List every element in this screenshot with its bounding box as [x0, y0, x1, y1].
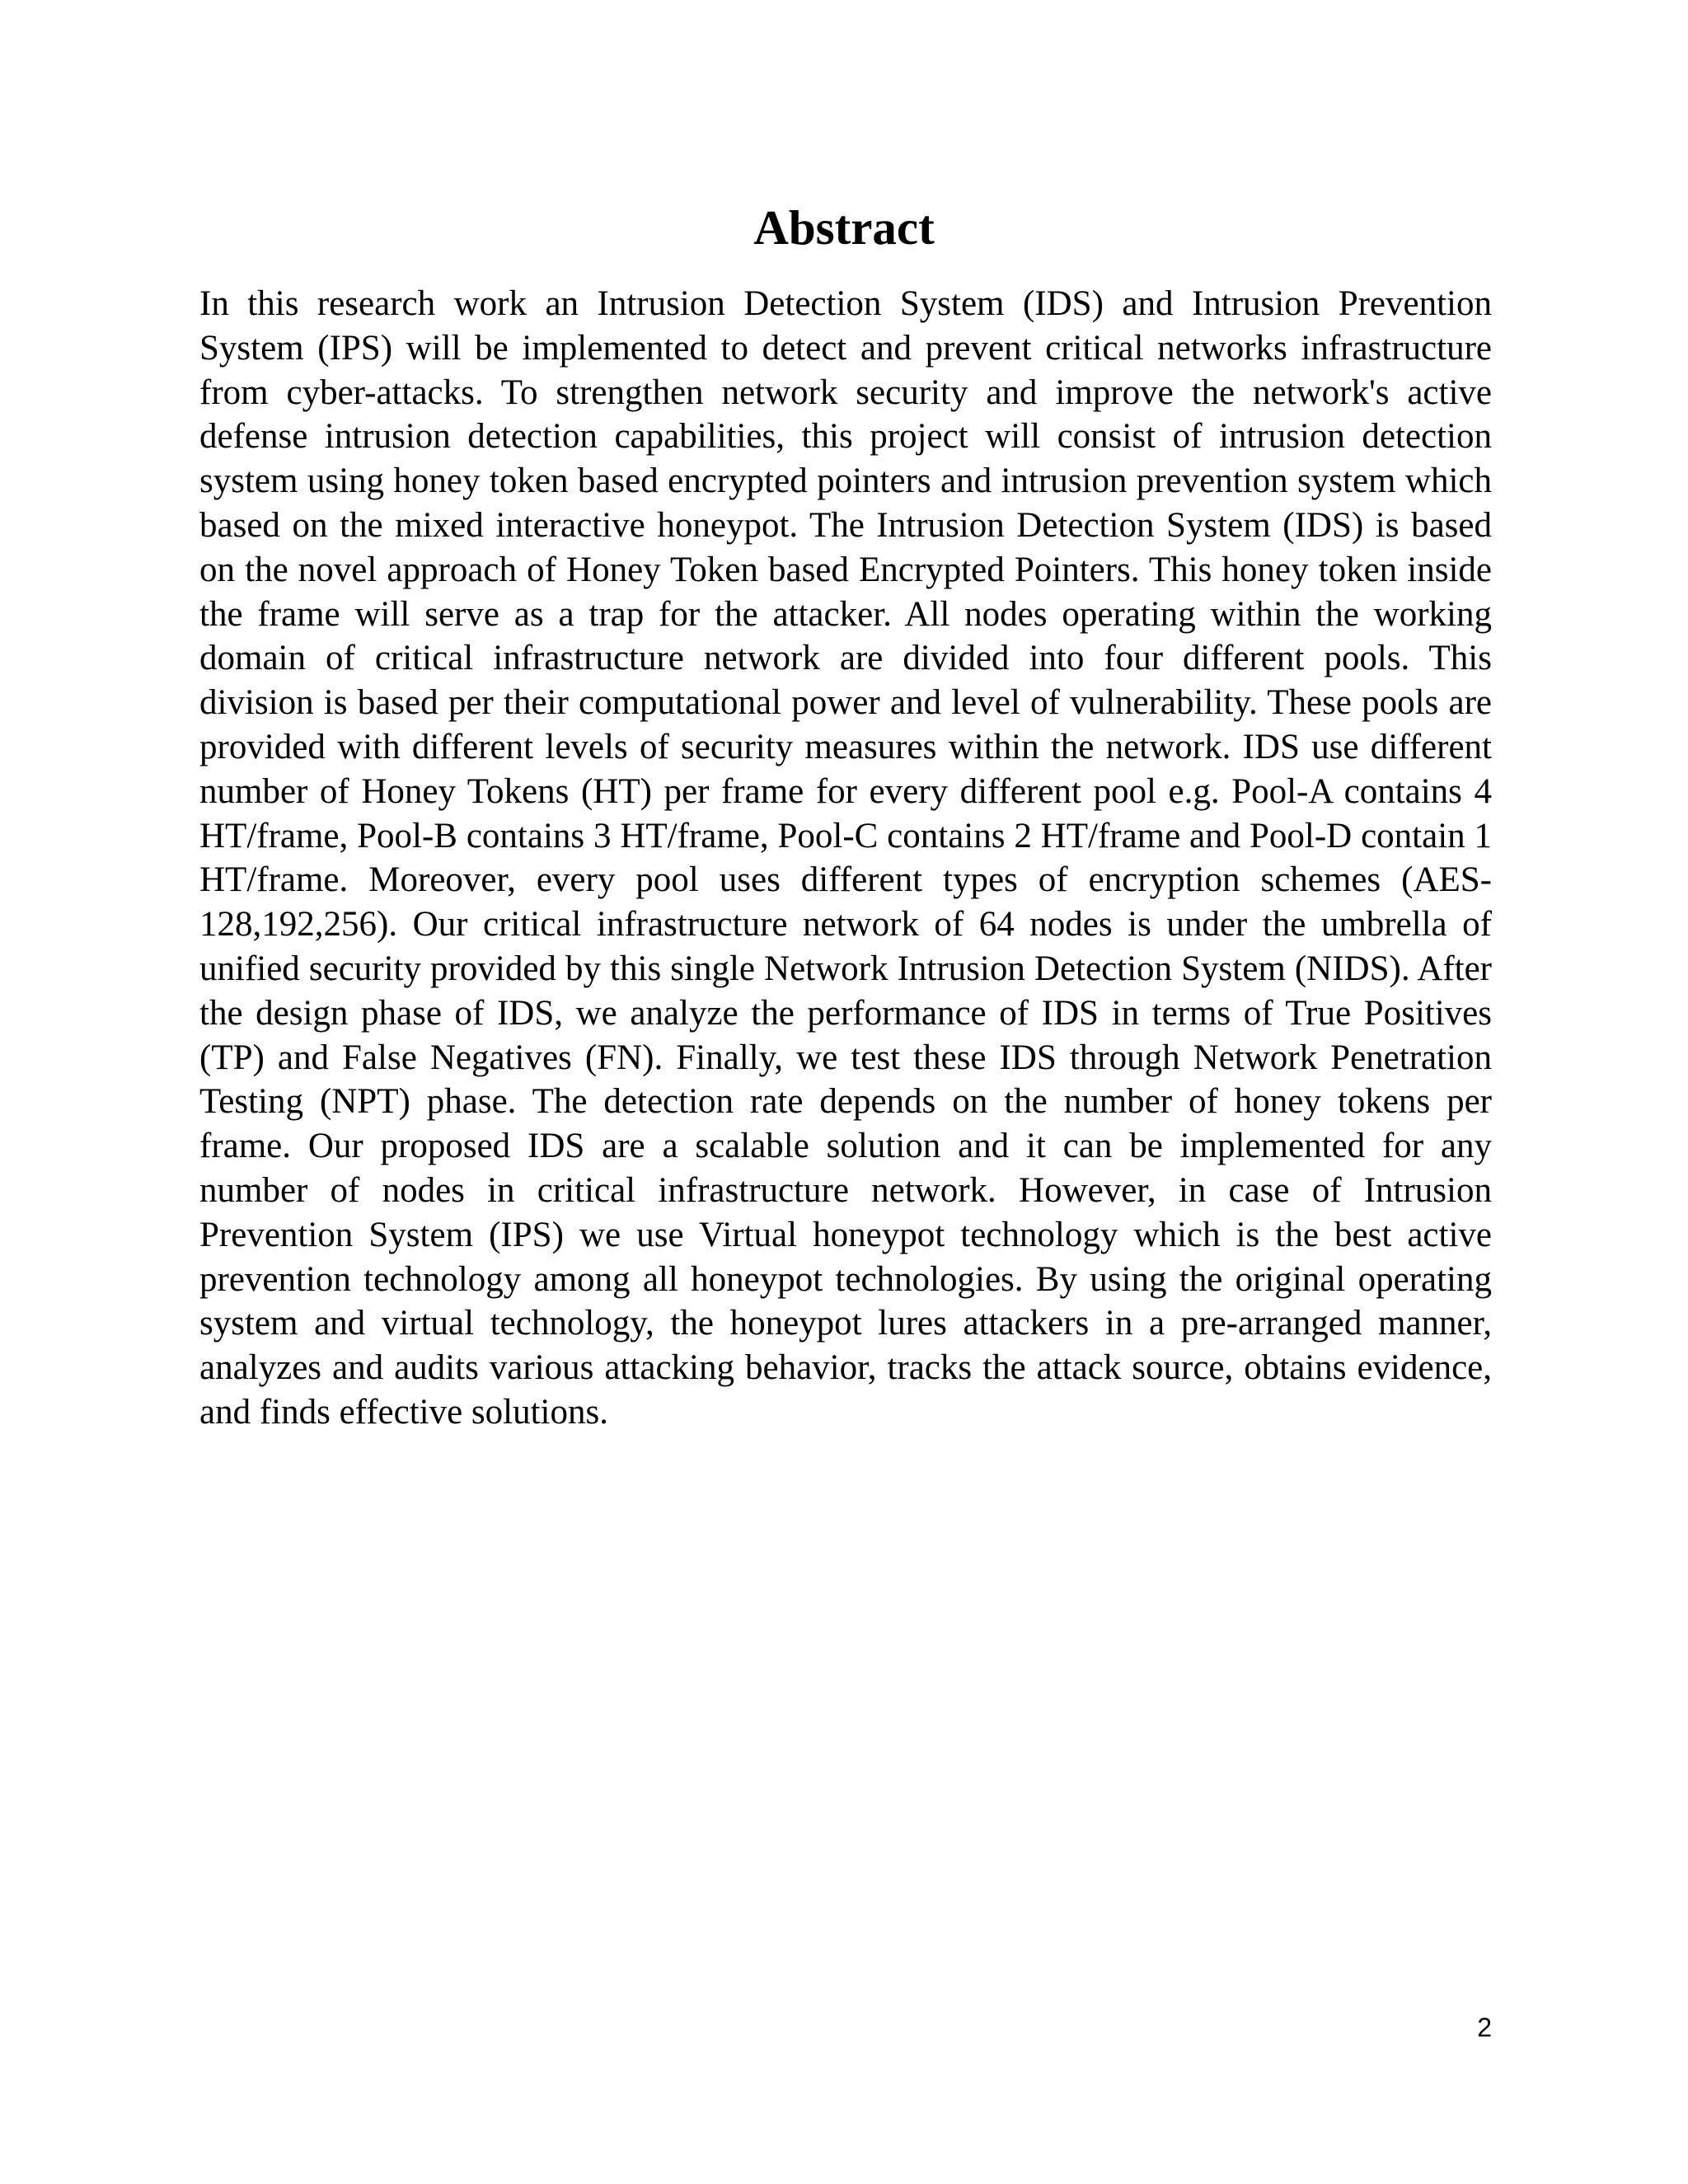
abstract-heading: Abstract	[753, 200, 935, 255]
abstract-body-text: In this research work an Intrusion Detection System (IDS) and Intrusion Prevention System (IPS) will be implemented to detect and prevent critical networks infrastructure from cyber-attacks. To strengthen network security and improve the network's active defense intrusion detection capabilities, this project will consist of intrusion detection system using honey token based encrypted pointers and intrusion prevention system which based on the mixed interactive honeypot. The Intrusion Detection System (IDS) is based on the novel approach of Honey Token based Encrypted Pointers. This honey token inside the frame will serve as a trap for the attacker. All nodes operating within the working domain of critical infrastructure network are divided into four different pools. This division is based per their computational power and level of vulnerability. These pools are provided with different levels of security measures within the network. IDS use different number of Honey Tokens (HT) per frame for every different pool e.g. Pool-A contains 4 HT/frame, Pool-B contains 3 HT/frame, Pool-C contains 2 HT/frame and Pool-D contain 1 HT/frame. Moreover, every pool uses different types of encryption schemes (AES-128,192,256). Our critical infrastructure network of 64 nodes is under the umbrella of unified security provided by this single Network Intrusion Detection System (NIDS). After the design phase of IDS, we analyze the performance of IDS in terms of True Positives (TP) and False Negatives (FN). Finally, we test these IDS through Network Penetration Testing (NPT) phase. The detection rate depends on the number of honey tokens per frame. Our proposed IDS are a scalable solution and it can be implemented for any number of nodes in critical infrastructure network. However, in case of Intrusion Prevention System (IPS) we use Virtual honeypot technology which is the best active prevention technology among all honeypot technologies. By using the original operating system and virtual technology, the honeypot lures attackers in a pre-arranged manner, analyzes and audits various attacking behavior, tracks the attack source, obtains evidence, and finds effective solutions.	[199, 284, 1492, 1432]
page-number: 2	[1477, 2013, 1492, 2042]
